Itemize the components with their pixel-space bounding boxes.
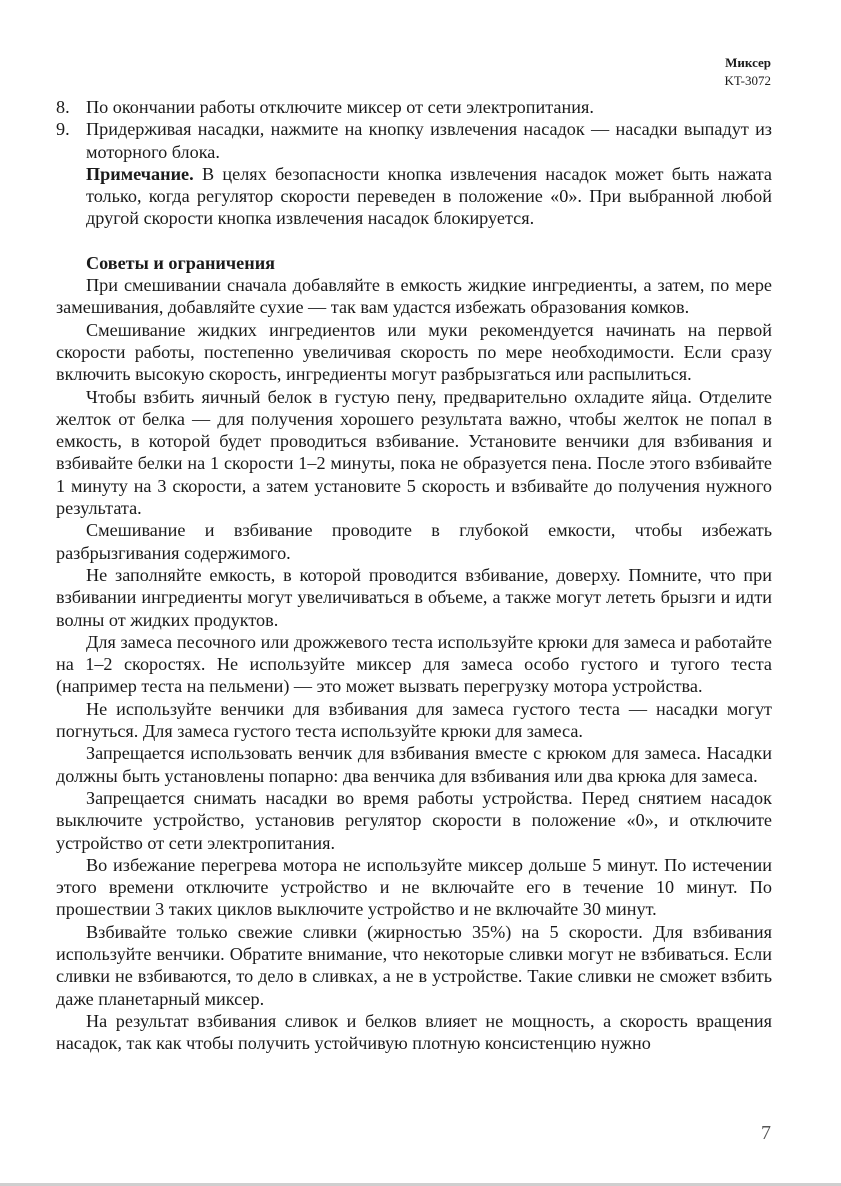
running-header: [725, 54, 771, 90]
paragraph: На результат взбивания сливок и белков влияет не мощность, а скорость вращения насадок, так как чтобы получить устойчивую плотную консистенцию нужно: [56, 1010, 772, 1054]
list-item-step-9: [56, 118, 772, 163]
step-number: 8.: [56, 97, 70, 117]
step-text: По окончании работы отключите миксер от сети электропитания.: [86, 97, 594, 117]
page-number: 7: [761, 1122, 771, 1144]
paragraph: Не заполняйте емкость, в которой проводится взбивание, доверху. Помните, что при взбивании ингредиенты могут увеличиваться в объеме, а также могут лететь брызги и идти волны от жидких продуктов.: [56, 564, 772, 630]
header-model-number: KT-3072: [724, 73, 771, 88]
section-title: Советы и ограничения: [86, 252, 276, 273]
paragraph: Во избежание перегрева мотора не используйте миксер дольше 5 минут. По истечении этого времени отключите устройство и не включайте его в течение 10 минут. По прошествии 3 таких циклов выключите устройство и не включайте 30 минут.: [56, 854, 772, 920]
paragraph: Смешивание и взбивание проводите в глубокой емкости, чтобы избежать разбрызгивания содержимого.: [56, 520, 772, 563]
paragraph: Не используйте венчики для взбивания для замеса густого теста — насадки могут погнуться. Для замеса густого теста используйте крюки для замеса.: [56, 698, 772, 742]
list-item-step-8: [56, 96, 772, 118]
page-content: [56, 96, 772, 1054]
note-label: Примечание.: [86, 163, 194, 184]
header-product-name: Миксер: [725, 55, 771, 70]
paragraph: Чтобы взбить яичный белок в густую пену, предварительно охладите яйца. Отделите желток от белка — для получения хорошего результата важно, чтобы желток не попал в емкость, в которой будет проводиться взбивание. Установите венчики для взбивания и взбивайте белки на 1 скорости 1–2 минуты, пока не образуется пена. После этого взбивайте 1 минуту на 3 скорости, а затем установите 5 скорость и взбивайте до получения нужного результата.: [56, 386, 772, 519]
paragraph: Смешивание жидких ингредиентов или муки рекомендуется начинать на первой скорости работы, постепенно увеличивая скорость по мере необходимости. Если сразу включить высокую скорость, ингредиенты могут разбрызгаться или распылиться.: [56, 319, 772, 385]
step-text: Придерживая насадки, нажмите на кнопку извлечения насадок — насадки выпадут из моторного блока.: [86, 119, 772, 162]
note-text: В целях безопасности кнопка извлечения насадок может быть нажата только, когда регулятор скорости переведен в положение «0». При выбранной любой другой скорости кнопка извлечения насадок блокируется.: [86, 163, 772, 229]
paragraph: Запрещается использовать венчик для взбивания вместе с крюком для замеса. Насадки должны быть установлены попарно: два венчика для взбивания или два крюка для замеса.: [56, 743, 772, 786]
paragraph: При смешивании сначала добавляйте в емкость жидкие ингредиенты, а затем, по мере замешивания, добавляйте сухие — так вам удастся избежать образования комков.: [56, 275, 772, 318]
step-number: 9.: [56, 119, 70, 140]
paragraph: Для замеса песочного или дрожжевого теста используйте крюки для замеса и работайте на 1–2 скоростях. Не используйте миксер для замеса особо густого и тугого теста (например теста на пельмени) — это может вызвать перегрузку мотора устройства.: [56, 631, 772, 697]
safety-note: [56, 163, 772, 230]
paragraph: Запрещается снимать насадки во время работы устройства. Перед снятием насадок выключите устройство, установив регулятор скорости в положение «0», и отключите устройство от сети электропитания.: [56, 787, 772, 853]
paragraph: Взбивайте только свежие сливки (жирностью 35%) на 5 скорости. Для взбивания используйте венчики. Обратите внимание, что некоторые сливки могут не взбиваться. Если сливки не взбиваются, то дело в сливках, а не в устройстве. Такие сливки не сможет взбить даже планетарный миксер.: [56, 921, 772, 1009]
